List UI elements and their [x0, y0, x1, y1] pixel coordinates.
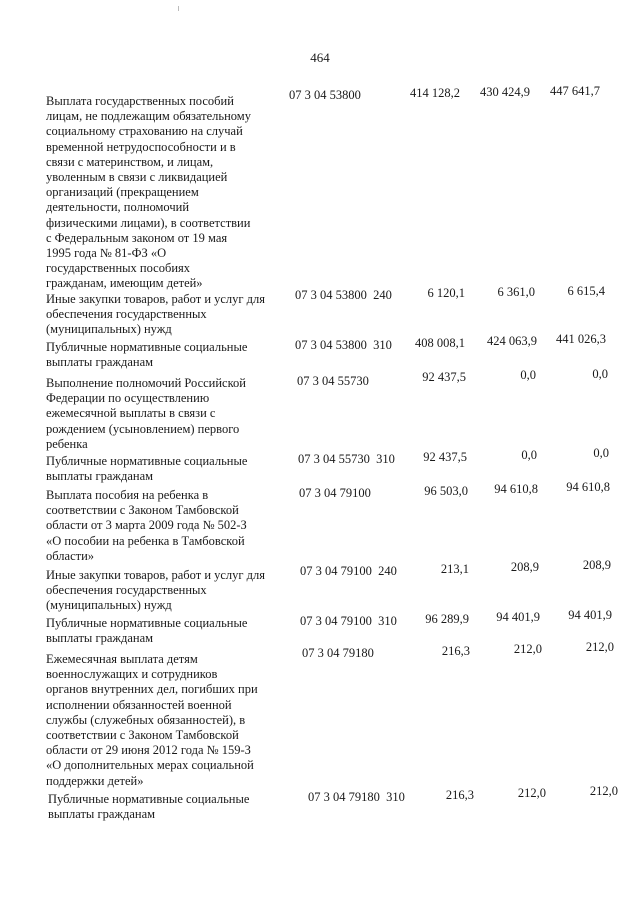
row-value-3: 94 610,8: [566, 480, 610, 494]
row-description: Выполнение полномочий Российской Федерации по осуществлению ежемесячной выплаты в связи с рождением (усыновлением) первого ребенка: [46, 376, 246, 451]
row-value-2: 94 401,9: [496, 610, 540, 624]
row-code: 07 3 04 79180: [302, 646, 374, 660]
row-value-1: 414 128,2: [410, 86, 460, 100]
row-value-2: 430 424,9: [480, 85, 530, 99]
row-value-1: 92 437,5: [422, 370, 466, 384]
row-value-1: 96 503,0: [424, 484, 468, 498]
row-value-1: 408 008,1: [415, 336, 465, 350]
row-code: 07 3 04 79180 310: [308, 790, 405, 804]
row-description: Публичные нормативные социальные выплаты гражданам: [48, 792, 250, 822]
row-value-2: 212,0: [513, 642, 542, 656]
row-value-1: 96 289,9: [425, 612, 469, 626]
row-code: 07 3 04 79100: [299, 486, 371, 500]
row-description: Публичные нормативные социальные выплаты гражданам: [46, 616, 248, 646]
page-number: 464: [310, 50, 330, 65]
row-code: 07 3 04 55730 310: [298, 452, 395, 466]
row-value-3: 447 641,7: [550, 84, 600, 98]
row-description: Ежемесячная выплата детям военнослужащих и сотрудников органов внутренних дел, погибших при исполнении обязанностей военной службы (служебных обязанностей), в соответствии с Законом Тамбовской области от 29 июня 2012 года № 159-З «О дополнительных мерах социальной поддержки детей»: [46, 652, 258, 788]
row-value-3: 6 615,4: [567, 284, 605, 298]
row-code: 07 3 04 55730: [297, 374, 369, 388]
row-value-2: 6 361,0: [497, 285, 535, 299]
row-description: Иные закупки товаров, работ и услуг для обеспечения государственных (муниципальных) нужд: [46, 292, 266, 337]
row-value-3: 94 401,9: [568, 608, 612, 622]
row-value-2: 0,0: [521, 448, 537, 462]
row-code: 07 3 04 79100 310: [300, 614, 397, 628]
row-value-3: 208,9: [582, 558, 611, 572]
row-value-1: 216,3: [445, 788, 474, 802]
row-code: 07 3 04 79100 240: [300, 564, 397, 578]
row-value-3: 212,0: [589, 784, 618, 798]
row-value-1: 213,1: [440, 562, 469, 576]
row-description: Выплата пособия на ребенка в соответствии с Законом Тамбовской области от 3 марта 2009 года № 502-З «О пособии на ребенка в Тамбовской области»: [46, 488, 247, 563]
row-value-3: 212,0: [585, 640, 614, 654]
row-description: Выплата государственных пособий лицам, не подлежащим обязательному социальному страхованию на случай временной нетрудоспособности и в связи с материнством, и лицам, уволенным в связи с ликвидацией организаций (прекращением деятельности, полномочий физическими лицами), в соответствии с Федеральным законом от 19 мая 1995 года № 81-ФЗ «О государственных пособиях гражданам, имеющим детей»: [46, 94, 251, 291]
row-value-2: 212,0: [517, 786, 546, 800]
row-code: 07 3 04 53800 240: [295, 288, 392, 302]
row-code: 07 3 04 53800: [289, 88, 361, 102]
row-description: Иные закупки товаров, работ и услуг для обеспечения государственных (муниципальных) нужд: [46, 568, 266, 613]
row-value-1: 216,3: [441, 644, 470, 658]
row-value-3: 0,0: [593, 446, 609, 460]
row-value-2: 424 063,9: [487, 334, 537, 348]
row-value-3: 441 026,3: [556, 332, 606, 346]
row-value-2: 0,0: [520, 368, 536, 382]
row-value-1: 6 120,1: [427, 286, 465, 300]
row-code: 07 3 04 53800 310: [295, 338, 392, 352]
row-description: Публичные нормативные социальные выплаты гражданам: [46, 340, 248, 370]
row-value-3: 0,0: [592, 367, 608, 381]
row-description: Публичные нормативные социальные выплаты гражданам: [46, 454, 248, 484]
row-value-1: 92 437,5: [423, 450, 467, 464]
row-value-2: 94 610,8: [494, 482, 538, 496]
row-value-2: 208,9: [510, 560, 539, 574]
